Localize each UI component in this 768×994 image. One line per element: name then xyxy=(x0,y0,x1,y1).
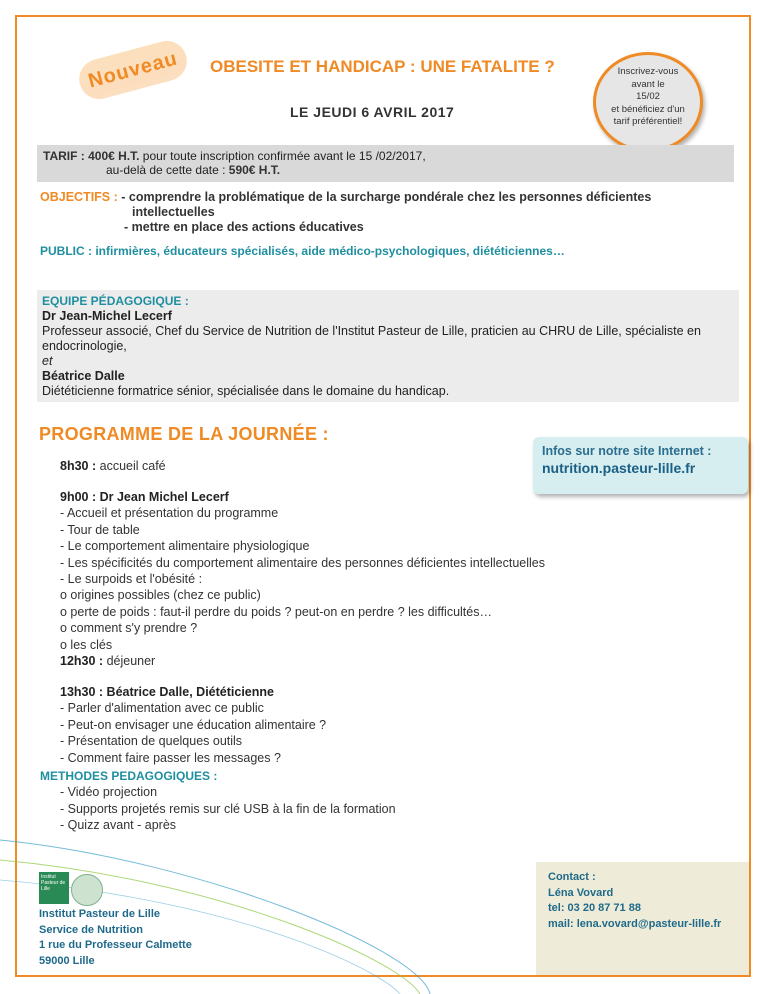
event-date: LE JEUDI 6 AVRIL 2017 xyxy=(290,104,455,120)
early-registration-badge xyxy=(593,52,703,152)
tarif-late-price: 590€ H.T. xyxy=(228,163,281,177)
page-title: OBESITE ET HANDICAP : UNE FATALITE ? xyxy=(210,57,555,76)
website-link[interactable]: nutrition.pasteur-lille.fr xyxy=(542,460,696,476)
contact-email[interactable]: mail: lena.vovard@pasteur-lille.fr xyxy=(548,917,722,930)
slot-time: 8h30 : xyxy=(60,459,97,473)
slot-morning xyxy=(60,489,545,653)
slot-time: 12h30 : xyxy=(60,654,104,668)
slot-lunch xyxy=(60,653,155,669)
list-item: - Présentation de quelques outils xyxy=(60,734,243,749)
portrait-icon xyxy=(71,874,103,906)
list-item: - Quizz avant - après xyxy=(60,818,177,833)
list-item: - Comment faire passer les messages ? xyxy=(60,750,281,765)
badge-line: avant le xyxy=(631,78,665,90)
list-item: o origines possibles (chez ce public) xyxy=(60,588,261,603)
objectif-item: - mettre en place des actions éducatives xyxy=(124,220,364,234)
list-item: - Le comportement alimentaire physiologique xyxy=(60,539,310,554)
list-item: o les clés xyxy=(60,637,113,652)
list-item: o comment s'y prendre ? xyxy=(60,621,198,636)
badge-line: Inscrivez-vous xyxy=(617,66,679,77)
contact-box xyxy=(536,862,749,975)
badge-line: 15/02 xyxy=(636,91,660,102)
public-line: PUBLIC : infirmières, éducateurs spécialisés, aide médico-psychologiques, diététiciennes… xyxy=(40,244,565,258)
slot-afternoon xyxy=(60,684,326,766)
institut-pasteur-logo xyxy=(39,872,119,904)
trainer-description: Professeur associé, Chef du Service de Nutrition de l'Institut Pasteur de Lille, praticien au CHRU de Lille, spécialiste en endocrinologie, xyxy=(42,324,701,353)
contact-name: Léna Vovard xyxy=(548,886,614,899)
equipe-heading: EQUIPE PÉDAGOGIQUE : xyxy=(42,294,189,308)
list-item: - Parler d'alimentation avec ce public xyxy=(60,701,264,716)
tarif-line1: pour toute inscription confirmée avant le 15 /02/2017, xyxy=(139,149,426,163)
trainer-name: Dr Jean-Michel Lecerf xyxy=(42,309,172,323)
list-item: - Les spécificités du comportement alimentaire des personnes déficientes intellectuelles xyxy=(60,555,545,570)
list-item: o perte de poids : faut-il perdre du poids ? peut-on en perdre ? les difficultés… xyxy=(60,604,492,619)
logo-box: Institut Pasteur de Lille xyxy=(39,872,69,904)
slot-accueil xyxy=(60,458,166,474)
contact-phone[interactable]: tel: 03 20 87 71 88 xyxy=(548,902,641,914)
objectif-item-continued: intellectuelles xyxy=(132,205,215,219)
list-item: - Le surpoids et l'obésité : xyxy=(60,572,203,587)
contact-heading: Contact : xyxy=(548,871,596,883)
website-info-label: Infos sur notre site Internet : xyxy=(542,444,712,458)
equipe-box xyxy=(37,290,739,402)
address-block xyxy=(39,907,192,969)
list-item: - Accueil et présentation du programme xyxy=(60,506,279,521)
objectif-item: - comprendre la problématique de la surcharge pondérale chez les personnes déficientes xyxy=(117,190,652,204)
tarif-line2: au-delà de cette date : xyxy=(106,163,229,177)
trainer-description: Diététicienne formatrice sénior, spécialisée dans le domaine du handicap. xyxy=(42,384,450,398)
trainer-name: Béatrice Dalle xyxy=(42,369,125,383)
list-item: - Tour de table xyxy=(60,522,140,537)
list-item: - Supports projetés remis sur clé USB à la fin de la formation xyxy=(60,801,396,816)
slot-text: déjeuner xyxy=(103,654,156,668)
address-line: Service de Nutrition xyxy=(39,923,143,936)
slot-heading: 9h00 : Dr Jean Michel Lecerf xyxy=(60,490,229,504)
slot-text: accueil café xyxy=(96,459,166,473)
slot-heading: 13h30 : Béatrice Dalle, Diététicienne xyxy=(60,685,274,699)
tarif-label: TARIF : 400€ H.T. xyxy=(43,149,140,163)
list-item: - Peut-on envisager une éducation alimentaire ? xyxy=(60,717,327,732)
address-line: 1 rue du Professeur Calmette xyxy=(39,939,192,951)
website-info-box xyxy=(533,437,748,494)
address-line: 59000 Lille xyxy=(39,954,95,967)
objectifs-label: OBJECTIFS : xyxy=(40,190,118,204)
badge-line: tarif préférentiel! xyxy=(613,116,683,127)
list-item: - Vidéo projection xyxy=(60,785,158,800)
programme-heading: PROGRAMME DE LA JOURNÉE : xyxy=(39,424,329,444)
badge-line: et bénéficiez d'un xyxy=(611,103,685,115)
objectifs-section xyxy=(40,190,740,235)
nouveau-stamp: Nouveau xyxy=(75,36,192,103)
tarif-box xyxy=(37,145,734,182)
equipe-et: et xyxy=(42,354,53,368)
address-line: Institut Pasteur de Lille xyxy=(39,908,161,920)
methodes-heading: METHODES PEDAGOGIQUES : xyxy=(40,769,218,783)
